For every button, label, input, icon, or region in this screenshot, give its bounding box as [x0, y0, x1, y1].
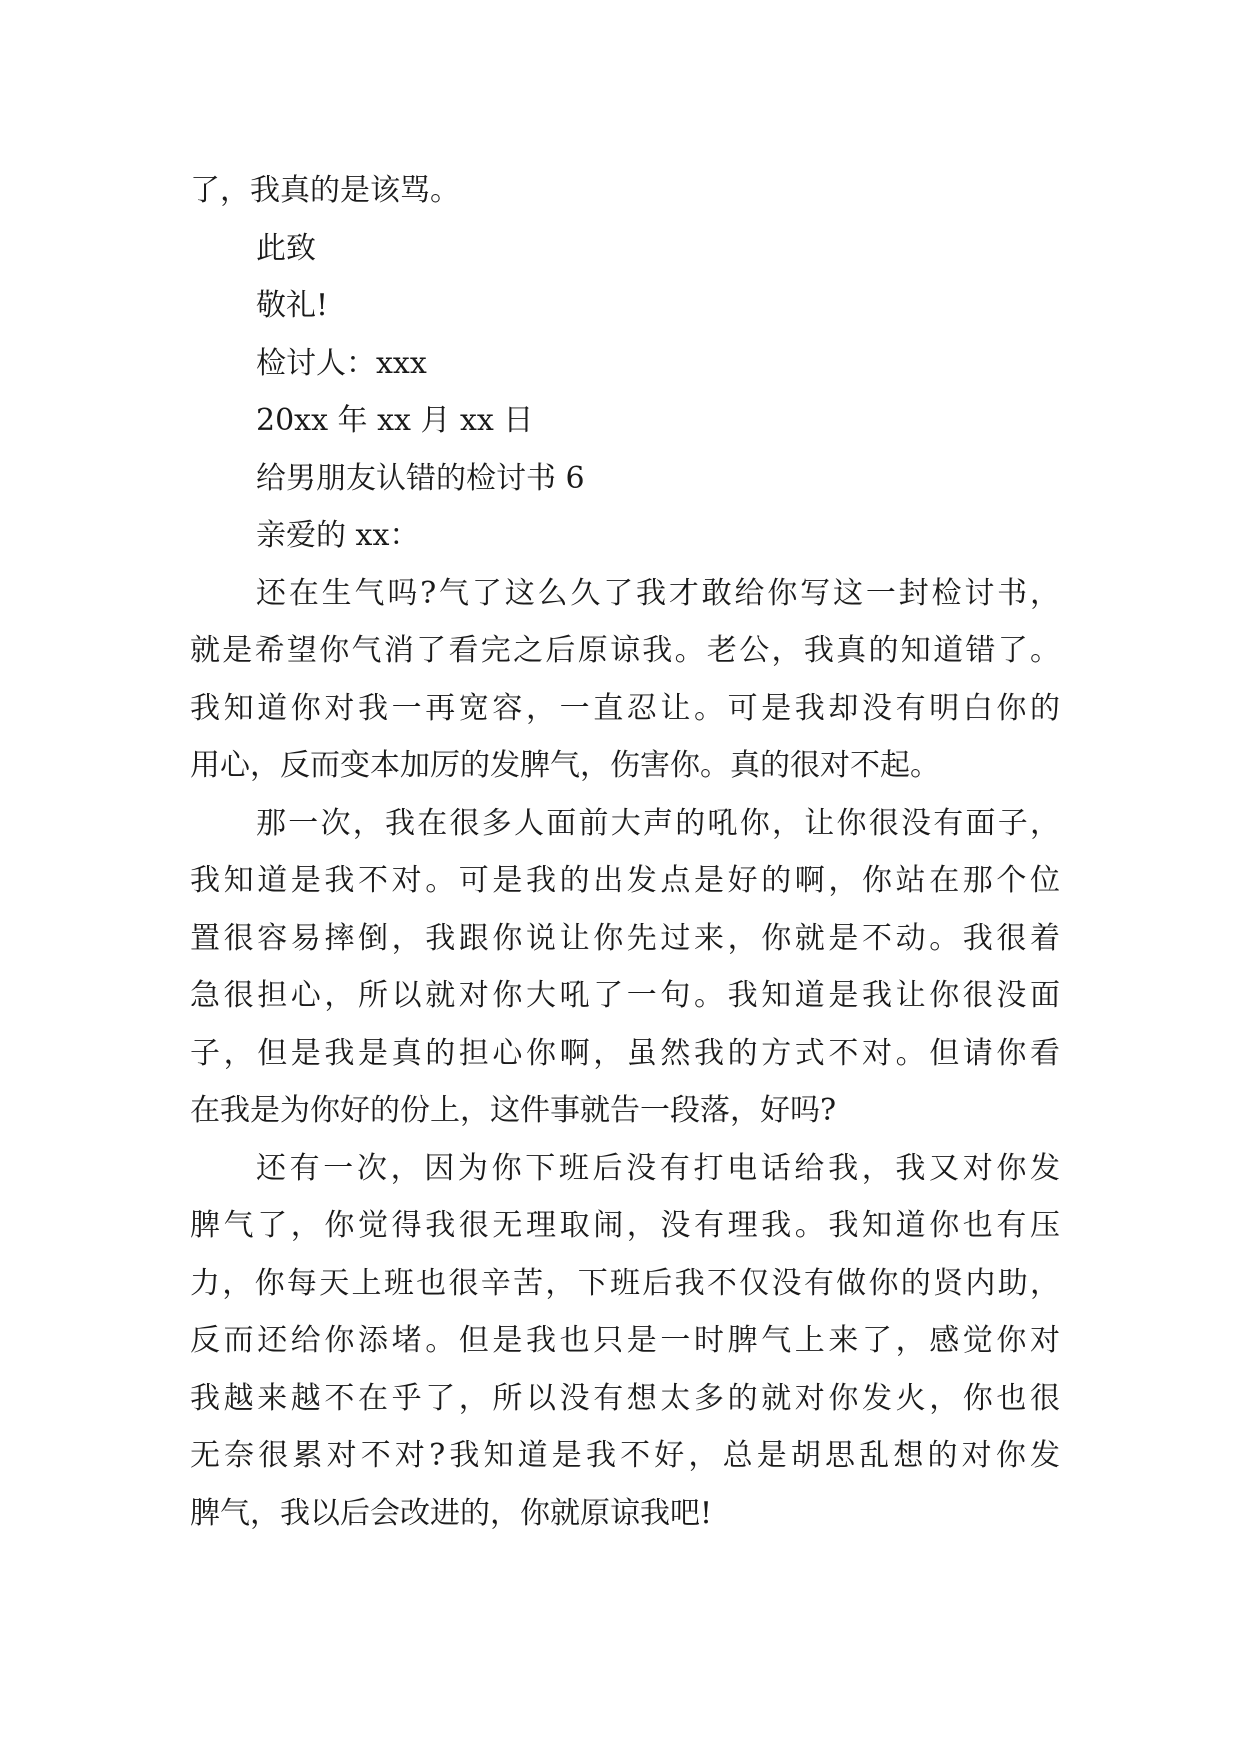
text-line: 那一次，我在很多人面前大声的吼你，让你很没有面子，	[256, 805, 1060, 841]
text-line: 给男朋友认错的检讨书 6	[256, 460, 585, 496]
text-line: 我知道是我不对。可是我的出发点是好的啊，你站在那个位	[190, 863, 1060, 898]
text-line: 脾气了，你觉得我很无理取闹，没有理我。我知道你也有压	[190, 1208, 1060, 1243]
text-line: 敬礼!	[256, 288, 329, 323]
text-line: 了，我真的是该骂。	[190, 173, 460, 208]
text-line: 检讨人：xxx	[256, 345, 427, 381]
text-line: 还有一次，因为你下班后没有打电话给我，我又对你发	[256, 1150, 1060, 1186]
text-line: 在我是为你好的份上，这件事就告一段落，好吗?	[190, 1093, 837, 1128]
text-line: 无奈很累对不对?我知道是我不好，总是胡思乱想的对你发	[190, 1438, 1060, 1473]
text-line: 急很担心，所以就对你大吼了一句。我知道是我让你很没面	[190, 978, 1060, 1013]
text-line: 用心，反而变本加厉的发脾气，伤害你。真的很对不起。	[190, 748, 940, 783]
letter-body	[190, 162, 1060, 1542]
text-line: 力，你每天上班也很辛苦，下班后我不仅没有做你的贤内助，	[190, 1265, 1060, 1301]
text-line: 反而还给你添堵。但是我也只是一时脾气上来了，感觉你对	[190, 1323, 1060, 1358]
text-line: 我知道你对我一再宽容，一直忍让。可是我却没有明白你的	[190, 690, 1060, 726]
text-line: 此致	[256, 230, 316, 266]
text-line: 就是希望你气消了看完之后原谅我。老公，我真的知道错了。	[190, 633, 1060, 668]
text-line: 亲爱的 xx：	[256, 518, 420, 553]
text-line: 我越来越不在乎了，所以没有想太多的就对你发火，你也很	[190, 1380, 1060, 1416]
text-line: 脾气，我以后会改进的，你就原谅我吧!	[190, 1495, 713, 1531]
text-line: 20xx 年 xx 月 xx 日	[256, 403, 534, 438]
text-line: 子，但是我是真的担心你啊，虽然我的方式不对。但请你看	[190, 1035, 1060, 1071]
text-line: 置很容易摔倒，我跟你说让你先过来，你就是不动。我很着	[190, 920, 1060, 956]
text-line: 还在生气吗?气了这么久了我才敢给你写这一封检讨书，	[256, 575, 1060, 611]
